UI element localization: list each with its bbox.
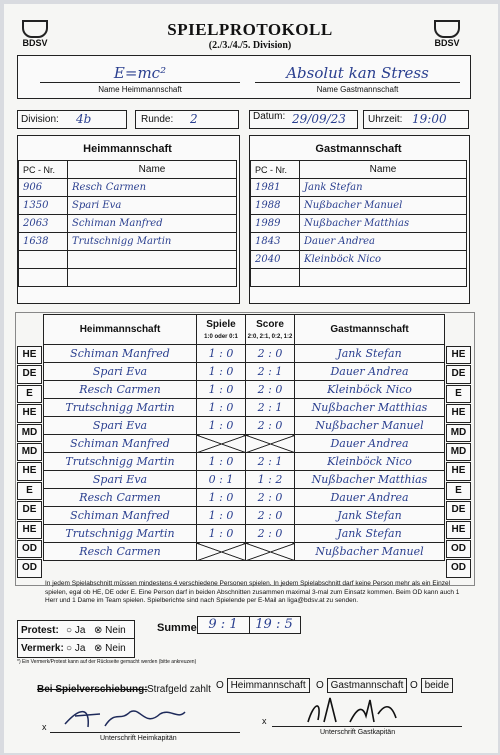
table-row: 2063 Schiman Manfred xyxy=(19,215,237,233)
table-row xyxy=(251,269,467,287)
rules-text: In jedem Spielabschnitt müssen mindestens 4 verschiedene Personen spielen. In jedem Spielabschnitt darf keine Person mehr als ein Einzel spielen, egal ob HE, DE oder E. Eine Person darf in beiden Abschnitten zusammen maximal 3-mal zum Einsatz kommen. Beim OD kann auch 1 Herr und 1 Dame im Team spielen. Spielberichte sind nach Spielende per E-Mail an liga@bdsv.at zu senden. xyxy=(45,580,460,604)
crossed-cell xyxy=(197,543,246,561)
table-row: 906 Resch Carmen xyxy=(19,179,237,197)
crossed-cell xyxy=(246,543,295,561)
page-title: SPIELPROTOKOLL xyxy=(167,20,333,39)
guest-team-label: Name Gastmannschaft xyxy=(316,85,399,94)
vermerk-nein-radio[interactable]: ⊗ Nein xyxy=(94,643,126,654)
runde-value: 2 xyxy=(190,112,198,126)
crossed-cell xyxy=(197,435,246,453)
table-row: Schiman Manfred 1 : 0 2 : 0 Jank Stefan xyxy=(44,345,445,363)
trophy-logo-right: BDSV xyxy=(432,20,462,54)
option-beide[interactable]: O beide xyxy=(410,680,453,691)
vermerk-ja-radio[interactable]: ○ Ja xyxy=(66,643,86,654)
home-roster-header: Heimmannschaft xyxy=(83,143,172,155)
guest-captain-signature xyxy=(300,692,410,728)
uhrzeit-value: 19:00 xyxy=(412,112,447,126)
table-row: Resch Carmen Nußbacher Manuel xyxy=(44,543,445,561)
left-type-column: HE DE E HE MD MD HE E DE HE OD OD xyxy=(17,346,42,579)
table-row: Trutschnigg Martin 1 : 0 2 : 0 Jank Stefan xyxy=(44,525,445,543)
table-row: 1638 Trutschnigg Martin xyxy=(19,233,237,251)
summe-label: Summe xyxy=(157,622,197,634)
option-heimmannschaft[interactable]: O Heimmannschaft xyxy=(216,680,310,691)
home-team-name: E=mc² xyxy=(113,64,167,82)
games-table: Heimmannschaft Spiele 1:0 oder 0:1 Score 2:0, 2:1, 0:2, 1:2 Gastmannschaft Schiman Manfred 1 : 0 2 : 0 Jank Stefan Spari Eva 1 : 0 2 : 1 Dauer Andrea Resch Carmen 1 : 0 2 : 0 Kleinböck Nico Trutschnigg Martin 1 : 0 2 : 1 Nußbacher Matthias Spari Eva 1 : 0 2 : 0 Nußbacher Manuel Schiman Manfred Dauer Andrea Trutschnigg Martin 1 : 0 2 : 1 Kleinböck Nico Spari Eva 0 : 1 1 : 2 Nußbacher Matthias Resch Carmen 1 : 0 2 : 0 Dauer Andrea Schiman Manfred 1 : 0 2 : 0 Jank Stefan Trutschnigg Martin 1 : 0 2 : 0 Jank Stefan Resch Carmen Nußbacher Manuel xyxy=(43,314,445,561)
home-roster-table: PC - Nr. Name 906 Resch Carmen 1350 Spari Eva 2063 Schiman Manfred 1638 Trutschnigg Martin xyxy=(18,160,237,287)
datum-value: 29/09/23 xyxy=(292,112,346,126)
table-row: Spari Eva 1 : 0 2 : 0 Nußbacher Manuel xyxy=(44,417,445,435)
table-row xyxy=(19,251,237,269)
table-row: 1843 Dauer Andrea xyxy=(251,233,467,251)
table-row: Resch Carmen 1 : 0 2 : 0 Kleinböck Nico xyxy=(44,381,445,399)
option-gastmannschaft[interactable]: O Gastmannschaft xyxy=(316,680,407,691)
table-row: Spari Eva 1 : 0 2 : 1 Dauer Andrea xyxy=(44,363,445,381)
guest-roster-table: PC - Nr. Name 1981 Jank Stefan 1988 Nußbacher Manuel 1989 Nußbacher Matthias 1843 Dauer Andrea 2040 Kleinböck Nico xyxy=(250,160,467,287)
table-row: Resch Carmen 1 : 0 2 : 0 Dauer Andrea xyxy=(44,489,445,507)
table-row: 1350 Spari Eva xyxy=(19,197,237,215)
table-row: Spari Eva 0 : 1 1 : 2 Nußbacher Matthias xyxy=(44,471,445,489)
table-row: 2040 Kleinböck Nico xyxy=(251,251,467,269)
right-type-column: HE DE E HE MD MD HE E DE HE OD OD xyxy=(446,346,471,579)
page-subtitle: (2./3./4./5. Division) xyxy=(208,40,292,51)
verschiebung-label: Bei Spielverschiebung: xyxy=(37,684,148,695)
trophy-logo-left: BDSV xyxy=(20,20,50,54)
home-captain-signature xyxy=(60,702,190,734)
protest-nein-radio[interactable]: ⊗ Nein xyxy=(94,625,126,636)
division-value: 4b xyxy=(76,112,92,126)
guest-roster-header: Gastmannschaft xyxy=(315,143,402,155)
protest-ja-radio[interactable]: ○ Ja xyxy=(66,625,86,636)
table-row: Schiman Manfred Dauer Andrea xyxy=(44,435,445,453)
table-row: Trutschnigg Martin 1 : 0 2 : 1 Kleinböck Nico xyxy=(44,453,445,471)
table-row: Trutschnigg Martin 1 : 0 2 : 1 Nußbacher Matthias xyxy=(44,399,445,417)
table-row: 1989 Nußbacher Matthias xyxy=(251,215,467,233)
home-signature-label: Unterschrift Heimkapitän xyxy=(100,735,177,742)
home-team-label: Name Heimmannschaft xyxy=(98,85,182,94)
guest-team-name: Absolut kan Stress xyxy=(286,64,429,82)
summe-score: 19 : 5 xyxy=(255,617,293,632)
table-row: Schiman Manfred 1 : 0 2 : 0 Jank Stefan xyxy=(44,507,445,525)
summe-spiele: 9 : 1 xyxy=(208,617,238,632)
footnote: *) Ein Vermerk/Protest kann auf der Rückseite gemacht werden (bitte ankreuzen) xyxy=(17,659,197,665)
table-row xyxy=(19,269,237,287)
table-row: 1988 Nußbacher Manuel xyxy=(251,197,467,215)
crossed-cell xyxy=(246,435,295,453)
guest-signature-label: Unterschrift Gastkapitän xyxy=(320,729,396,736)
table-row: 1981 Jank Stefan xyxy=(251,179,467,197)
